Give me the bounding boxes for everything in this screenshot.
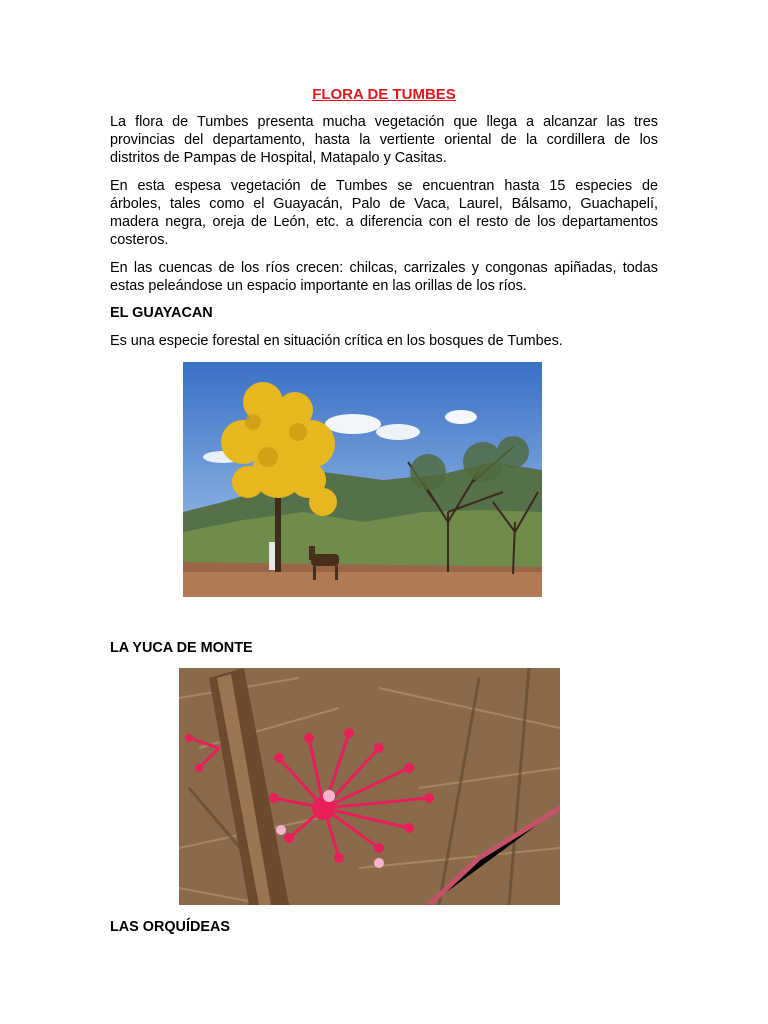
guayacan-photo (183, 362, 542, 597)
paragraph-line: estas peleándose un espacio importante en las orillas de los ríos. (110, 278, 527, 294)
paragraph-line: En esta espesa vegetación de Tumbes se encuentran hasta 15 especies de (110, 178, 658, 194)
paragraph-line: En las cuencas de los ríos crecen: chilcas, carrizales y congonas apiñadas, todas (110, 260, 658, 276)
heading-guayacan: EL GUAYACAN (110, 305, 213, 321)
paragraph-species (110, 177, 658, 249)
yuca-photo (179, 668, 560, 905)
heading-yuca: LA YUCA DE MONTE (110, 640, 253, 656)
paragraph-line: árboles, tales como el Guayacán, Palo de Vaca, Laurel, Bálsamo, Guachapelí, (110, 196, 658, 212)
paragraph-line: La flora de Tumbes presenta mucha vegetación que llega a alcanzar las tres (110, 114, 658, 130)
paragraph-rivers (110, 259, 658, 295)
paragraph-line: provincias del departamento, hasta la vertiente oriental de la cordillera de los (110, 132, 658, 148)
paragraph-intro (110, 113, 658, 167)
page-title: FLORA DE TUMBES (312, 86, 456, 103)
guayacan-description: Es una especie forestal en situación crítica en los bosques de Tumbes. (110, 333, 563, 349)
paragraph-line: distritos de Pampas de Hospital, Matapalo y Casitas. (110, 150, 447, 166)
heading-orquideas: LAS ORQUÍDEAS (110, 919, 230, 935)
paragraph-line: costeros. (110, 232, 169, 248)
paragraph-line: madera negra, oreja de León, etc. a diferencia con el resto de los departamentos (110, 214, 658, 230)
